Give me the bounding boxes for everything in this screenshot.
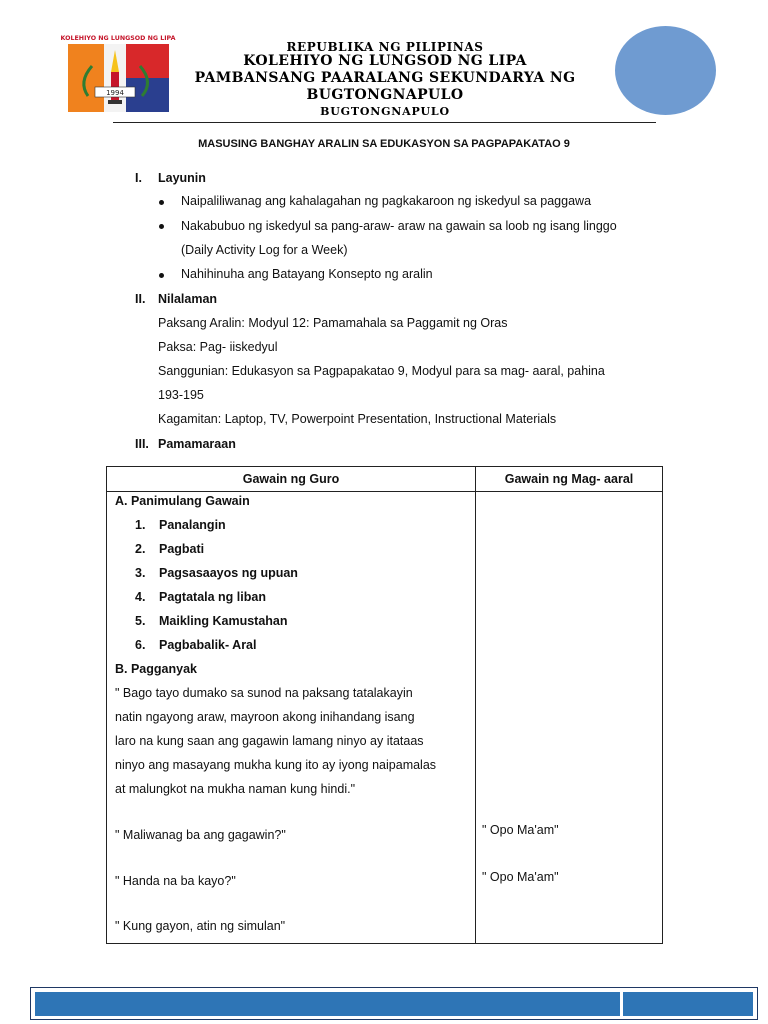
teacher-question: " Maliwanag ba ang gagawin?" bbox=[115, 828, 286, 842]
step-number: 3. bbox=[135, 566, 146, 580]
teacher-column bbox=[107, 492, 476, 944]
section-numeral-iii: III. bbox=[135, 437, 149, 451]
logo-year: 1994 bbox=[106, 89, 124, 97]
motivation-text-line: natin ngayong araw, mayroon akong inihandang isang bbox=[115, 710, 415, 724]
student-column bbox=[476, 492, 663, 944]
subsection-heading-b: B. Pagganyak bbox=[115, 662, 197, 676]
header-school-line1: PAMBANSANG PAARALANG SEKUNDARYA NG bbox=[194, 70, 576, 86]
school-logo bbox=[60, 32, 176, 112]
column-header-student: Gawain ng Mag- aaral bbox=[476, 467, 663, 492]
content-line: Paksa: Pag- iiskedyul bbox=[158, 340, 278, 354]
objective-item: Nahihinuha ang Batayang Konsepto ng aralin bbox=[181, 267, 433, 281]
motivation-text-line: at malungkot na mukha naman kung hindi." bbox=[115, 782, 356, 796]
step-number: 1. bbox=[135, 518, 146, 532]
step-number: 4. bbox=[135, 590, 146, 604]
blue-circle-mark bbox=[615, 26, 716, 115]
logo-text: KOLEHIYO NG LUNGSOD NG LIPA bbox=[60, 35, 176, 42]
step-label: Pagbati bbox=[159, 542, 205, 556]
lesson-table bbox=[106, 466, 663, 944]
objective-item: Nakabubuo ng iskedyul sa pang-araw- araw na gawain sa loob ng isang linggo bbox=[181, 219, 617, 233]
content-line: Paksang Aralin: Modyul 12: Pamamahala sa Paggamit ng Oras bbox=[158, 316, 508, 330]
content-line: 193-195 bbox=[158, 388, 204, 402]
bullet-icon bbox=[159, 273, 164, 278]
teacher-question: " Handa na ba kayo?" bbox=[115, 874, 236, 888]
section-heading-pamamaraan: Pamamaraan bbox=[158, 437, 236, 451]
section-heading-layunin: Layunin bbox=[158, 171, 206, 185]
column-header-teacher: Gawain ng Guro bbox=[107, 467, 476, 492]
step-label: Panalangin bbox=[159, 518, 226, 532]
content-line: Sanggunian: Edukasyon sa Pagpapakatao 9, Modyul para sa mag- aaral, pahina bbox=[158, 364, 605, 378]
footer-bar-right bbox=[623, 992, 753, 1016]
step-label: Pagsasaayos ng upuan bbox=[159, 566, 298, 580]
student-response: " Opo Ma'am" bbox=[482, 870, 559, 884]
header-college: KOLEHIYO NG LUNGSOD NG LIPA bbox=[243, 53, 527, 69]
header-divider bbox=[113, 122, 656, 123]
header-school-line2: BUGTONGNAPULO bbox=[306, 87, 464, 103]
section-numeral-i: I. bbox=[135, 171, 142, 185]
motivation-text-line: " Bago tayo dumako sa sunod na paksang tatalakayin bbox=[115, 686, 413, 700]
subsection-heading-a: A. Panimulang Gawain bbox=[115, 494, 250, 508]
step-label: Pagtatala ng liban bbox=[159, 590, 266, 604]
step-label: Pagbabalik- Aral bbox=[159, 638, 257, 652]
content-line: Kagamitan: Laptop, TV, Powerpoint Presentation, Instructional Materials bbox=[158, 412, 557, 426]
objective-item: Naipaliliwanag ang kahalagahan ng pagkakaroon ng iskedyul sa paggawa bbox=[181, 194, 592, 208]
step-number: 2. bbox=[135, 542, 146, 556]
motivation-text-line: laro na kung saan ang gagawin lamang ninyo ay itataas bbox=[115, 734, 424, 748]
document-title: MASUSING BANGHAY ARALIN SA EDUKASYON SA PAGPAPAKATAO 9 bbox=[198, 138, 570, 150]
teacher-statement: " Kung gayon, atin ng simulan" bbox=[115, 919, 286, 933]
student-response: " Opo Ma'am" bbox=[482, 823, 559, 837]
step-number: 6. bbox=[135, 638, 146, 652]
footer-bar bbox=[30, 987, 758, 1020]
objective-item-continuation: (Daily Activity Log for a Week) bbox=[181, 243, 348, 257]
bullet-icon bbox=[159, 224, 164, 229]
header-republika: REPUBLIKA NG PILIPINAS bbox=[286, 40, 484, 54]
section-heading-nilalaman: Nilalaman bbox=[158, 292, 218, 306]
step-number: 5. bbox=[135, 614, 146, 628]
step-label: Maikling Kamustahan bbox=[159, 614, 288, 628]
header-barangay: BUGTONGNAPULO bbox=[320, 105, 450, 118]
bullet-icon bbox=[159, 200, 164, 205]
motivation-text-line: ninyo ang masayang mukha kung ito ay iyong naipamalas bbox=[115, 758, 437, 772]
footer-bar-left bbox=[35, 992, 620, 1016]
section-numeral-ii: II. bbox=[135, 292, 146, 306]
